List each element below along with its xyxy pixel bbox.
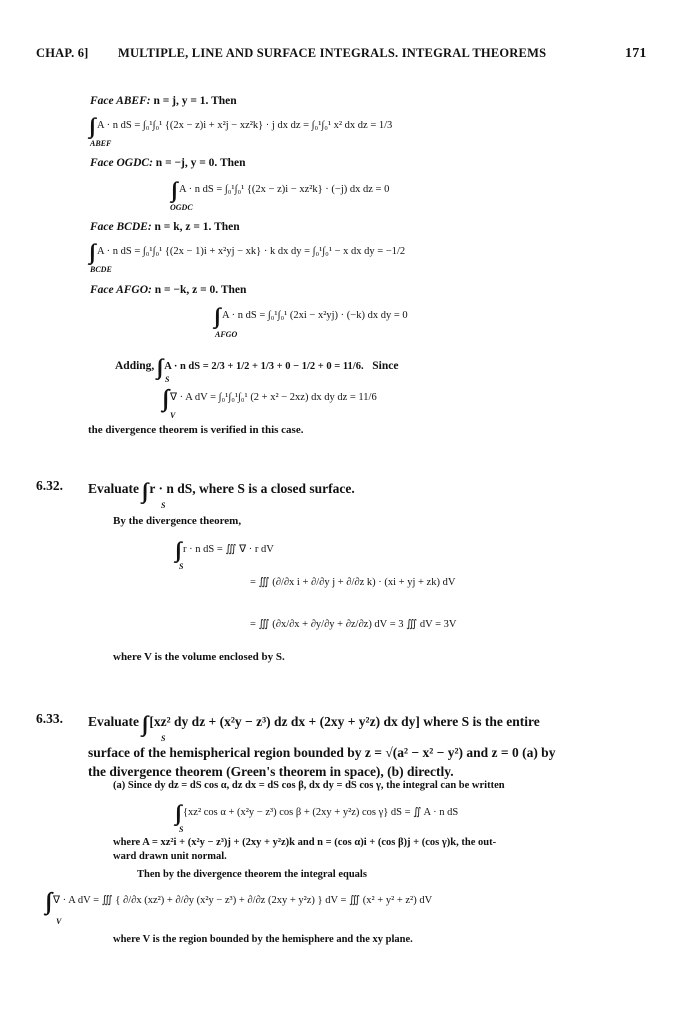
problem-632-method: By the divergence theorem, (113, 515, 242, 527)
face-abef-equation: A · n dS = ∫₀¹∫₀¹ {(2x − z)i + x²j − xz²k} · j dx dz = ∫₀¹∫₀¹ x² dx dz = 1/3 (97, 120, 393, 131)
verification-conclusion: the divergence theorem is verified in this case. (88, 424, 304, 436)
problem-633-line3: the divergence theorem (Green's theorem in space), (b) directly. (88, 764, 454, 779)
problem-633-then: Then by the divergence theorem the integral equals (137, 869, 367, 880)
problem-633-part-a: (a) Since dy dz = dS cos α, dz dx = dS cos β, dx dy = dS cos γ, the integral can be written (113, 780, 505, 791)
face-abef-subscript: ABEF (90, 139, 112, 148)
face-bcde-subscript: BCDE (90, 265, 112, 274)
face-ogdc-subscript: OGDC (170, 203, 193, 212)
problem-632-line2: = ∭ (∂/∂x i + ∂/∂y j + ∂/∂z k) · (xi + yj + zk) dV (250, 577, 456, 588)
face-ogdc-equation: A · n dS = ∫₀¹∫₀¹ {(2x − z)i − xz²k} · (−j) dx dz = 0 (179, 184, 390, 195)
problem-633-subscript: S (161, 734, 166, 743)
adding-subscript: S (165, 375, 170, 384)
problem-633-part-a-subscript: S (179, 825, 184, 834)
problem-633-divergence-equation: ∇ · A dV = ∭ { ∂/∂x (xz²) + ∂/∂y (x²y − z³) + ∂/∂z (2xy + y²z) } dV = ∭ (x² + y² + z²) dV (53, 895, 433, 906)
volume-subscript: V (170, 411, 176, 420)
problem-633-part-a-equation: {xz² cos α + (x²y − z³) cos β + (2xy + y²z) cos γ} dS = ∬ A · n dS (183, 807, 459, 818)
problem-633-divergence-subscript: V (56, 917, 62, 926)
volume-integral-equation: ∇ · A dV = ∫₀¹∫₀¹∫₀¹ (2 + x² − 2xz) dx dy dz = 11/6 (170, 392, 377, 403)
problem-633-region: where V is the region bounded by the hemisphere and the xy plane. (113, 934, 413, 945)
running-title: MULTIPLE, LINE AND SURFACE INTEGRALS. INTEGRAL THEOREMS (118, 46, 547, 60)
problem-633-statement: Evaluate [xz² dy dz + (x²y − z³) dz dx + (2xy + y²z) dx dy] where S is the entire (88, 714, 540, 729)
adding-line: Adding, A · n dS = 2/3 + 1/2 + 1/3 + 0 − 1/2 + 0 = 11/6. Since (115, 360, 399, 372)
problem-632-line1: r · n dS = ∭ ∇ · r dV (183, 544, 274, 555)
problem-633-where-a: where A = xz²i + (x²y − z³)j + (2xy + y²z)k and n = (cos α)i + (cos β)j + (cos γ)k, the out- (113, 837, 497, 848)
chapter-label: CHAP. 6] (36, 46, 89, 60)
problem-632-number: 6.32. (36, 478, 63, 493)
problem-633-where-a2: ward drawn unit normal. (113, 851, 227, 862)
problem-633-line2: surface of the hemispherical region bounded by z = √(a² − x² − y²) and z = 0 (a) by (88, 745, 556, 760)
page-number: 171 (625, 46, 647, 61)
face-afgo-equation: A · n dS = ∫₀¹∫₀¹ (2xi − x²yj) · (−k) dx dy = 0 (222, 310, 408, 321)
face-bcde-heading: Face BCDE: n = k, z = 1. Then (90, 221, 240, 233)
face-afgo-subscript: AFGO (215, 330, 238, 339)
face-ogdc-heading: Face OGDC: n = −j, y = 0. Then (90, 157, 246, 169)
problem-632-line3: = ∭ (∂x/∂x + ∂y/∂y + ∂z/∂z) dV = 3 ∭ dV = 3V (250, 619, 457, 630)
problem-632-subscript: S (161, 501, 166, 510)
problem-632-where: where V is the volume enclosed by S. (113, 651, 285, 663)
face-bcde-equation: A · n dS = ∫₀¹∫₀¹ {(2x − 1)i + x²yj − xk} · k dx dy = ∫₀¹∫₀¹ − x dx dy = −1/2 (97, 246, 406, 257)
problem-632-statement: Evaluate r · n dS, where S is a closed surface. (88, 481, 355, 496)
problem-632-line1-subscript: S (179, 562, 184, 571)
face-abef-heading: Face ABEF: n = j, y = 1. Then (90, 95, 237, 107)
problem-633-number: 6.33. (36, 711, 63, 726)
face-afgo-heading: Face AFGO: n = −k, z = 0. Then (90, 284, 247, 296)
